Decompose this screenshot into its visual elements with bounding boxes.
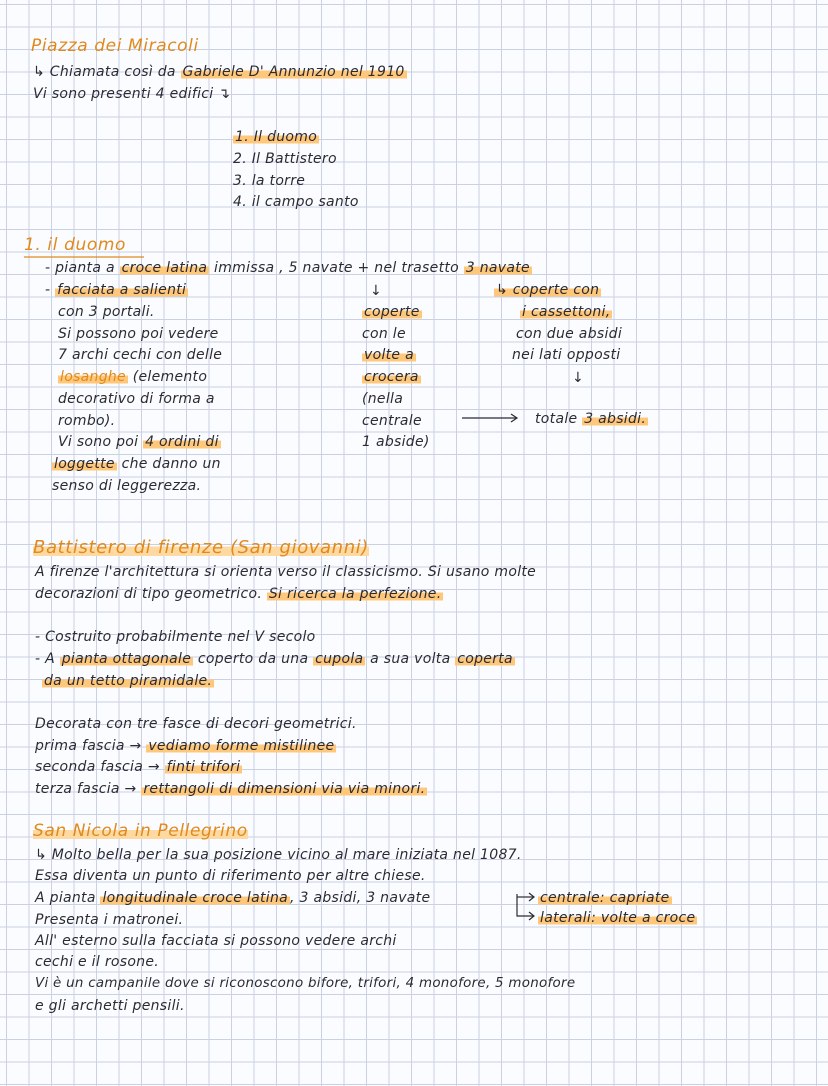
nicola-line-8: e gli archetti pensili.	[35, 998, 185, 1014]
duomo-left-text: decorativo di forma a	[58, 391, 215, 407]
nicola-line-4: Presenta i matronei.	[35, 912, 184, 928]
duomo-totale: totale 3 absidi.	[535, 411, 647, 427]
duomo-left-text: rombo).	[58, 413, 116, 429]
down-arrow-icon: ↓	[370, 283, 382, 299]
piazza-line-1: ↳ Chiamata così da Gabriele D' Annunzio nel 1910	[33, 64, 405, 80]
nicola-line-7: Vi è un campanile dove si riconoscono bifore, trifori, 4 monofore, 5 monofore	[35, 976, 576, 991]
duomo-left-text: Vi sono poi 4 ordini di	[58, 434, 219, 450]
duomo-mid-text: (nella	[362, 391, 404, 407]
duomo-mid-text: con le	[362, 326, 406, 342]
nicola-line-2: Essa diventa un punto di riferimento per altre chiese.	[35, 868, 426, 884]
nicola-line-5: All' esterno sulla facciata si possono vedere archi	[35, 933, 397, 949]
battistero-line-3: - Costruito probabilmente nel V secolo	[35, 629, 316, 645]
down-arrow-icon: ↓	[572, 370, 584, 386]
list-item: 1. Il duomo	[235, 129, 318, 145]
section-title-nicola: San Nicola in Pellegrino	[33, 821, 248, 841]
fascia-2: seconda fascia → finti trifori	[35, 759, 241, 775]
duomo-mid-text: crocera	[364, 369, 419, 385]
battistero-line-1: A firenze l'architettura si orienta verso il classicismo. Si usano molte	[35, 564, 537, 580]
list-item: 2. Il Battistero	[233, 151, 337, 167]
section-title-duomo: 1. il duomo	[24, 235, 127, 255]
duomo-line-1: - pianta a croce latina immissa , 5 navate + nel trasetto 3 navate	[45, 260, 530, 276]
fascia-1: prima fascia → vediamo forme mistilinee	[35, 738, 335, 754]
list-item: 4. il campo santo	[233, 194, 359, 210]
duomo-left-text: senso di leggerezza.	[52, 478, 202, 494]
battistero-line-2: decorazioni di tipo geometrico. Si ricerca la perfezione.	[35, 586, 442, 602]
nicola-line-1: ↳ Molto bella per la sua posizione vicino al mare iniziata nel 1087.	[35, 847, 522, 863]
list-item: 3. la torre	[233, 173, 306, 189]
nicola-line-6: cechi e il rosone.	[35, 954, 160, 970]
duomo-left-text: loggette che danno un	[54, 456, 221, 472]
duomo-mid-text: coperte	[364, 304, 420, 320]
right-arrow-icon	[462, 413, 522, 423]
duomo-mid-text: volte a	[364, 347, 414, 363]
duomo-left-text: 7 archi cechi con delle	[58, 347, 223, 363]
battistero-line-4: - A pianta ottagonale coperto da una cupola a sua volta coperta	[35, 651, 513, 667]
duomo-left-text: con 3 portali.	[58, 304, 155, 320]
duomo-right-text: ↳ coperte con	[496, 282, 600, 298]
duomo-mid-text: centrale	[362, 413, 422, 429]
duomo-left-text: Si possono poi vedere	[58, 326, 219, 342]
piazza-line-2: Vi sono presenti 4 edifici ↴	[33, 86, 231, 102]
battistero-line-6: Decorata con tre fasce di decori geometrici.	[35, 716, 357, 732]
duomo-right-text: nei lati opposti	[512, 347, 621, 363]
duomo-line-2: - facciata a salienti	[45, 282, 187, 298]
nicola-line-3: A pianta longitudinale croce latina , 3 absidi, 3 navate	[35, 890, 431, 906]
duomo-left-text: losanghe (elemento	[60, 369, 208, 385]
duomo-right-text: con due absidi	[516, 326, 623, 342]
battistero-line-5: da un tetto piramidale.	[44, 673, 213, 689]
nicola-branch-2: laterali: volte a croce	[540, 910, 696, 926]
bracket-arrow-icon	[513, 892, 537, 922]
down-arrow-icon: ↴	[218, 86, 231, 102]
duomo-mid-text: 1 abside)	[362, 434, 430, 450]
nicola-branch-1: centrale: capriate	[540, 890, 670, 906]
fascia-3: terza fascia → rettangoli di dimensioni via via minori.	[35, 781, 426, 797]
section-title-battistero: Battistero di firenze (San giovanni)	[33, 537, 369, 558]
section-title-piazza: Piazza dei Miracoli	[31, 36, 199, 56]
duomo-right-text: i cassettoni,	[522, 304, 611, 320]
